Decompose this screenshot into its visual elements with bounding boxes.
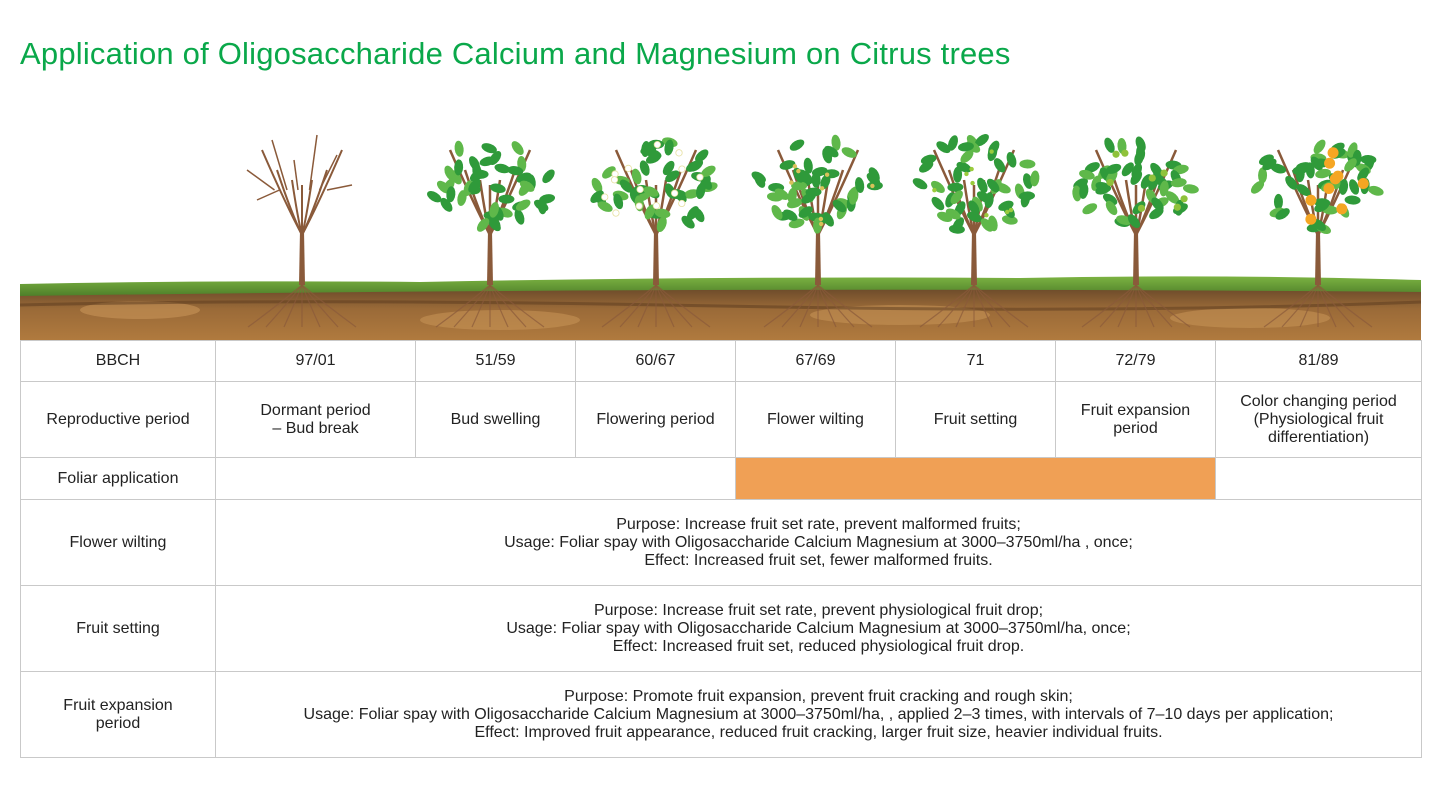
usage-line: Usage: Foliar spay with Oligosaccharide Calcium Magnesium at 3000–3750ml/ha, once; (506, 619, 1131, 637)
leaf (489, 182, 507, 194)
reproductive-period-row (21, 382, 1422, 458)
fruitlet (1009, 208, 1013, 212)
blossom (625, 165, 631, 171)
growth-stage-illustration (20, 120, 1421, 340)
detail-label-line: Fruit setting (76, 619, 160, 637)
blossom (611, 177, 617, 183)
bbch-cell: 81/89 (1216, 341, 1422, 382)
bbch-cell: 67/69 (736, 341, 896, 382)
bbch-label: BBCH (21, 341, 216, 382)
period-cell (216, 382, 416, 458)
orange-fruit (1330, 173, 1341, 184)
fruitlet (819, 217, 823, 221)
foliar-empty-cell (216, 458, 736, 500)
blossom (613, 210, 619, 216)
twig (272, 140, 287, 190)
blossom (671, 190, 677, 196)
period-label: Reproductive period (21, 382, 216, 458)
leaf (509, 139, 526, 157)
branch (302, 170, 327, 235)
period-line: (Physiological fruit (1253, 410, 1384, 428)
period-line: Fruit expansion (1080, 401, 1191, 419)
bbch-cell: 97/01 (216, 341, 416, 382)
trunk (299, 230, 305, 285)
period-line: Bud swelling (450, 410, 541, 428)
detail-text (216, 586, 1422, 672)
period-line: differentiation) (1267, 428, 1370, 446)
blossom (637, 186, 643, 192)
twig (310, 135, 318, 190)
soil-stone (1170, 308, 1330, 328)
period-line: period (1113, 419, 1158, 437)
green-fruit (1180, 195, 1187, 202)
blossom (602, 194, 608, 200)
leaf (498, 195, 514, 204)
blossom (676, 150, 682, 156)
leaf (1019, 159, 1035, 168)
detail-row (21, 672, 1422, 758)
soil-stone (420, 310, 580, 330)
foliar-label: Foliar application (21, 458, 216, 500)
blossom (636, 203, 642, 209)
orange-fruit (1305, 195, 1316, 206)
green-fruit (1174, 204, 1181, 211)
green-fruit (1138, 205, 1145, 212)
detail-label-line: Flower wilting (69, 533, 167, 551)
fruitlet (932, 188, 936, 192)
leaf (1081, 201, 1099, 216)
fruitlet (1005, 210, 1009, 214)
period-line: Flower wilting (767, 410, 864, 428)
twig (320, 155, 338, 190)
orange-fruit (1323, 183, 1334, 194)
detail-label (21, 672, 216, 758)
period-line: – Bud break (272, 419, 359, 437)
leaf (494, 162, 512, 174)
twig (257, 190, 280, 200)
trunk (815, 230, 821, 285)
detail-label-line: Fruit expansion (63, 696, 173, 714)
bbch-cell: 51/59 (416, 341, 576, 382)
blossom (679, 166, 685, 172)
leaf (929, 195, 946, 213)
fruitlet (789, 180, 793, 184)
period-line: Dormant period (260, 401, 371, 419)
detail-text (216, 500, 1422, 586)
bbch-cell: 60/67 (576, 341, 736, 382)
period-cell (736, 382, 896, 458)
fruitlet (969, 167, 973, 171)
fruitlet (964, 172, 968, 176)
green-fruit (1112, 151, 1119, 158)
branch (302, 150, 342, 235)
blossom (654, 141, 660, 147)
blossom (653, 203, 659, 209)
blossom (679, 200, 685, 206)
trunk (487, 230, 493, 285)
trunk (1315, 230, 1321, 285)
leaf (1274, 194, 1283, 210)
fruitlet (820, 186, 824, 190)
fruitlet (825, 172, 829, 176)
period-cell (1056, 382, 1216, 458)
detail-row (21, 586, 1422, 672)
trunk (653, 230, 659, 285)
detail-label (21, 500, 216, 586)
purpose-line: Purpose: Promote fruit expansion, prevent fruit cracking and rough skin; (564, 687, 1073, 705)
purpose-line: Purpose: Increase fruit set rate, prevent malformed fruits; (616, 515, 1021, 533)
effect-line: Effect: Increased fruit set, fewer malformed fruits. (644, 551, 993, 569)
period-cell (416, 382, 576, 458)
leaf (1311, 138, 1328, 156)
orange-fruit (1358, 178, 1369, 189)
green-fruit (1149, 174, 1156, 181)
period-line: Color changing period (1240, 392, 1397, 410)
foliar-application-bar (736, 458, 1216, 500)
fruitlet (970, 181, 974, 185)
detail-row (21, 500, 1422, 586)
green-fruit (1121, 150, 1128, 157)
twig (247, 170, 275, 190)
fruitlet (819, 222, 823, 226)
leaf (1344, 195, 1361, 205)
period-cell (576, 382, 736, 458)
fruitlet (984, 213, 988, 217)
detail-label-line: period (95, 714, 141, 732)
application-table (20, 340, 1422, 758)
detail-text (216, 672, 1422, 758)
purpose-line: Purpose: Increase fruit set rate, prevent physiological fruit drop; (593, 601, 1044, 619)
leaf (454, 140, 465, 157)
twig (327, 185, 352, 190)
page-title: Application of Oligosaccharide Calcium and Magnesium on Citrus trees (20, 36, 1011, 71)
leaf (540, 167, 557, 185)
leaf (929, 178, 947, 195)
effect-line: Effect: Increased fruit set, reduced physiological fruit drop. (612, 637, 1025, 655)
orange-fruit (1324, 158, 1335, 169)
fruitlet (989, 149, 993, 153)
bbch-cell: 71 (896, 341, 1056, 382)
trunk (971, 230, 977, 285)
foliar-application-row (21, 458, 1422, 500)
detail-label (21, 586, 216, 672)
orange-fruit (1328, 147, 1339, 158)
period-cell (896, 382, 1056, 458)
blossom (697, 174, 703, 180)
branch (277, 170, 302, 235)
effect-line: Effect: Improved fruit appearance, reduced fruit cracking, larger fruit size, heavier individual fruits. (474, 723, 1163, 741)
period-line: Fruit setting (933, 410, 1018, 428)
twig (294, 160, 298, 190)
leaf (911, 176, 929, 192)
usage-line: Usage: Foliar spay with Oligosaccharide Calcium Magnesium at 3000–3750ml/ha, , applied 2–3 times, with intervals of 7–10 days per application; (303, 705, 1334, 723)
foliar-empty-cell (1216, 458, 1422, 500)
orange-fruit (1305, 214, 1316, 225)
fruitlet (870, 184, 874, 188)
leaf (788, 137, 806, 153)
green-fruit (1107, 179, 1114, 186)
fruitlet (796, 169, 800, 173)
trunk (1133, 230, 1139, 285)
bbch-cell: 72/79 (1056, 341, 1216, 382)
period-cell (1216, 382, 1422, 458)
fruitlet (793, 164, 797, 168)
orange-fruit (1336, 203, 1347, 214)
leaf (867, 181, 883, 191)
usage-line: Usage: Foliar spay with Oligosaccharide Calcium Magnesium at 3000–3750ml/ha , once; (504, 533, 1133, 551)
bbch-row (21, 341, 1422, 382)
green-fruit (1161, 169, 1168, 176)
period-line: Flowering period (596, 410, 715, 428)
